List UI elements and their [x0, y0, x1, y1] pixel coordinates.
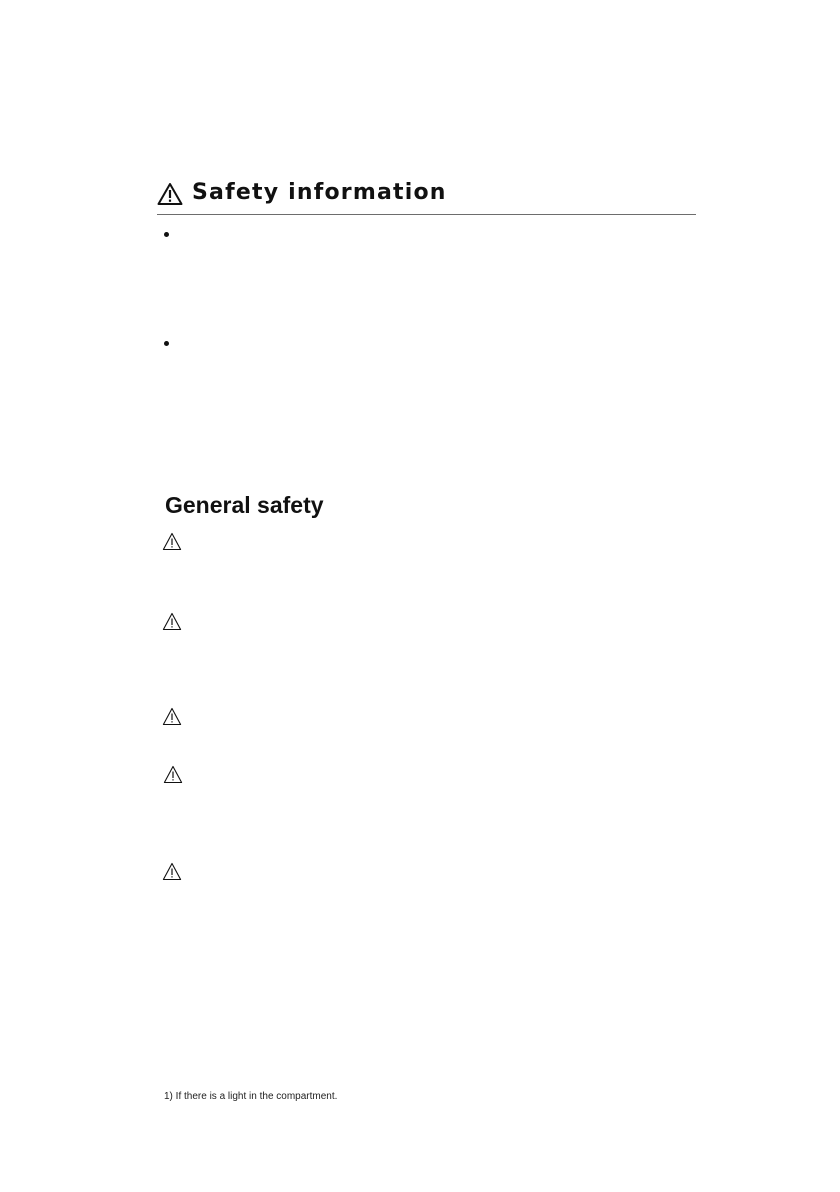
warning-triangle-icon — [162, 862, 182, 881]
subheading-general-safety: General safety — [165, 492, 324, 518]
warning-triangle-icon — [157, 182, 183, 206]
section-title: Safety information — [192, 180, 447, 205]
section-header — [157, 180, 696, 215]
warning-triangle-icon — [163, 765, 183, 784]
bullet-dot — [164, 341, 169, 346]
bullet-dot — [164, 232, 169, 237]
warning-triangle-icon — [162, 707, 182, 726]
warning-triangle-icon — [162, 612, 182, 631]
footnote: 1) If there is a light in the compartment. — [164, 1091, 338, 1102]
warning-triangle-icon — [162, 532, 182, 551]
